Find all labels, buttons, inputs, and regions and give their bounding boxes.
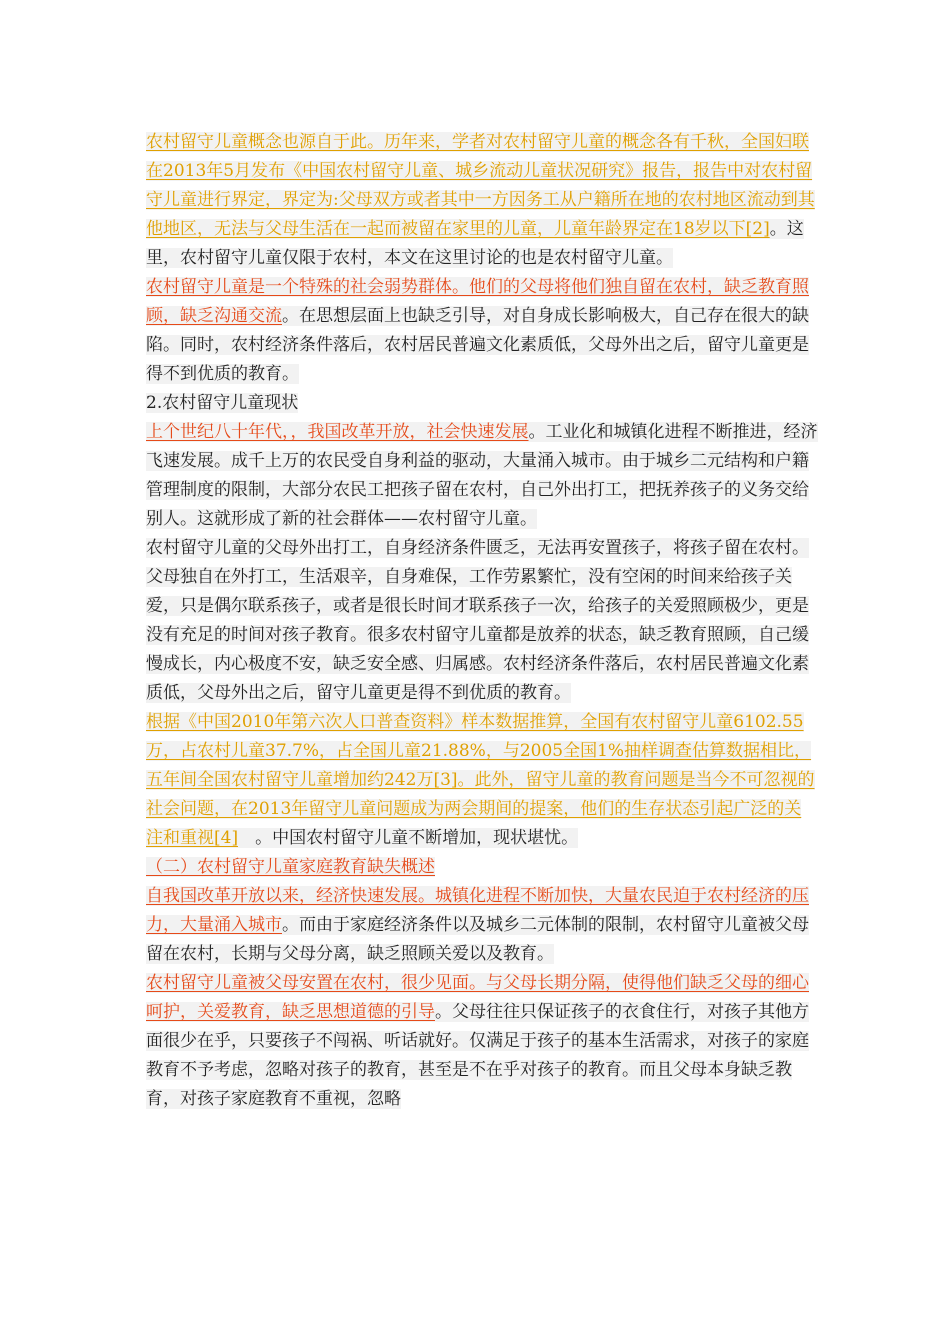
paragraph-statistics: [146, 708, 818, 853]
document-page: [146, 128, 818, 1114]
heading-text: 2.农村留守儿童现状: [146, 393, 299, 413]
heading-text: （二）农村留守儿童家庭教育缺失概述: [146, 857, 435, 877]
body-text: 农村留守儿童的父母外出打工，自身经济条件匮乏，无法再安置孩子，将孩子留在农村。父母独自在外打工，生活艰辛，自身难保，工作劳累繁忙，没有空闲的时间来给孩子关爱，只是偶尔联系孩子，或者是很长时间才联系孩子一次，给孩子的关爱照顾极少，更是没有充足的时间对孩子教育。很多农村留守儿童都是放养的状态，缺乏教育照顾，自己缓慢成长，内心极度不安，缺乏安全感、归属感。农村经济条件落后，农村居民普遍文化素质低，父母外出之后，留守儿童更是得不到优质的教育。: [146, 538, 809, 703]
highlighted-text: 自我国改革开放以来，经济快速发展。城镇化进程不断加快，大量农民迫于农村经济的压力，大量涌入城市: [146, 886, 809, 935]
body-text: 。而由于家庭经济条件以及城乡二元体制的限制，农村留守儿童被父母留在农村，长期与父母分离，缺乏照顾关爱以及教育。: [146, 915, 809, 964]
paragraph-definition: [146, 128, 818, 273]
highlighted-text: 上个世纪八十年代，，我国改革开放，社会快速发展: [146, 422, 529, 442]
highlighted-text: 农村留守儿童概念也源自于此。历年来，学者对农村留守儿童的概念各有千秋，全国妇联在2013年5月发布《中国农村留守儿童、城乡流动儿童状况研究》报告，报告中对农村留守儿童进行界定，界定为:父母双方或者其中一方因务工从户籍所在地的农村地区流动到其他地区，无法与父母生活在一起而被留在家里的儿童，儿童年龄界定在18岁以下[2]: [146, 132, 815, 239]
paragraph-urbanization: [146, 882, 818, 969]
section-heading: [146, 389, 818, 418]
subsection-heading: [146, 853, 818, 882]
body-text: 。在思想层面上也缺乏引导，对自身成长影响极大，自己存在很大的缺陷。同时，农村经济条件落后，农村居民普遍文化素质低，父母外出之后，留守儿童更是得不到优质的教育。: [146, 306, 809, 384]
paragraph-parents-away: [146, 534, 818, 708]
paragraph-history: [146, 418, 818, 534]
highlighted-text: 农村留守儿童被父母安置在农村，很少见面。与父母长期分隔，使得他们缺乏父母的细心呵护，关爱教育，缺乏思想道德的引导: [146, 973, 809, 1022]
body-text: 。这里，农村留守儿童仅限于农村，本文在这里讨论的也是农村留守儿童。: [146, 219, 804, 268]
paragraph-education-lack: [146, 969, 818, 1114]
body-text: 。父母往往只保证孩子的衣食住行，对孩子其他方面很少在乎，只要孩子不闯祸、听话就好。仅满足于孩子的基本生活需求，对孩子的家庭教育不予考虑，忽略对孩子的教育，甚至是不在乎对孩子的教育。而且父母本身缺乏教育，对孩子家庭教育不重视，忽略: [146, 1002, 809, 1109]
highlighted-text: 农村留守儿童是一个特殊的社会弱势群体。他们的父母将他们独自留在农村，缺乏教育照顾，缺乏沟通交流: [146, 277, 809, 326]
body-text: 。中国农村留守儿童不断增加，现状堪忧。: [238, 828, 579, 848]
highlighted-text: 根据《中国2010年第六次人口普查资料》样本数据推算，全国有农村留守儿童6102.55万，占农村儿童37.7%，占全国儿童21.88%，与2005全国1%抽样调查估算数据相比，五年间全国农村留守儿童增加约242万[3]。此外，留守儿童的教育问题是当今不可忽视的社会问题，在2013年留守儿童问题成为两会期间的提案，他们的生存状态引起广泛的关注和重视[4]: [146, 712, 815, 848]
paragraph-vulnerable-group: [146, 273, 818, 389]
body-text: 。工业化和城镇化进程不断推进，经济飞速发展。成千上万的农民受自身利益的驱动，大量涌入城市。由于城乡二元结构和户籍管理制度的限制，大部分农民工把孩子留在农村，自己外出打工，把抚养孩子的义务交给别人。这就形成了新的社会群体——农村留守儿童。: [146, 422, 818, 529]
